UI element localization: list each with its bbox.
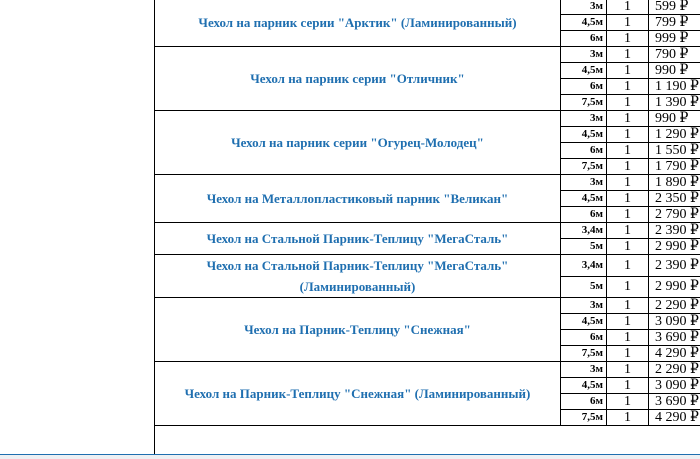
product-name: Чехол на Стальной Парник-Теплицу "МегаСталь" — [155, 223, 561, 255]
price-cell: 2 350 ₽ — [649, 191, 700, 207]
table-row — [155, 0, 700, 15]
size-cell: 6м — [561, 79, 607, 95]
quantity-cell: 1 — [607, 362, 649, 378]
price-cell: 1 290 ₽ — [649, 127, 700, 143]
price-cell: 2 990 ₽ — [649, 276, 700, 298]
price-cell: 3 690 ₽ — [649, 330, 700, 346]
quantity-cell: 1 — [607, 127, 649, 143]
quantity-cell: 1 — [607, 346, 649, 362]
table-row — [155, 298, 700, 314]
price-cell: 1 550 ₽ — [649, 143, 700, 159]
size-cell: 3м — [561, 111, 607, 127]
size-cell: 3м — [561, 47, 607, 63]
product-name: Чехол на Парник-Теплицу "Снежная" — [155, 298, 561, 362]
quantity-cell: 1 — [607, 47, 649, 63]
quantity-cell: 1 — [607, 175, 649, 191]
size-cell: 3,4м — [561, 223, 607, 239]
size-cell: 6м — [561, 207, 607, 223]
quantity-cell: 1 — [607, 239, 649, 255]
price-cell: 1 190 ₽ — [649, 79, 700, 95]
quantity-cell: 1 — [607, 276, 649, 298]
quantity-cell: 1 — [607, 410, 649, 426]
price-cell: 1 790 ₽ — [649, 159, 700, 175]
price-cell: 2 390 ₽ — [649, 223, 700, 239]
price-cell: 990 ₽ — [649, 63, 700, 79]
product-name: Чехол на парник серии "Арктик" (Ламинированный) — [155, 0, 561, 47]
quantity-cell: 1 — [607, 223, 649, 239]
price-table — [154, 0, 700, 426]
size-cell: 7,5м — [561, 346, 607, 362]
size-cell: 6м — [561, 330, 607, 346]
price-cell: 1 890 ₽ — [649, 175, 700, 191]
quantity-cell: 1 — [607, 31, 649, 47]
quantity-cell: 1 — [607, 111, 649, 127]
quantity-cell: 1 — [607, 298, 649, 314]
price-table-body — [155, 0, 700, 426]
quantity-cell: 1 — [607, 95, 649, 111]
size-cell: 7,5м — [561, 95, 607, 111]
quantity-cell: 1 — [607, 378, 649, 394]
size-cell: 4,5м — [561, 15, 607, 31]
size-cell: 3м — [561, 298, 607, 314]
price-cell: 2 290 ₽ — [649, 298, 700, 314]
product-name: Чехол на Стальной Парник-Теплицу "МегаСталь" (Ламинированный) — [155, 255, 561, 298]
price-cell: 799 ₽ — [649, 15, 700, 31]
product-name: Чехол на парник серии "Отличник" — [155, 47, 561, 111]
price-cell: 4 290 ₽ — [649, 410, 700, 426]
size-cell: 3м — [561, 0, 607, 15]
price-cell: 2 390 ₽ — [649, 255, 700, 277]
quantity-cell: 1 — [607, 207, 649, 223]
price-cell: 2 290 ₽ — [649, 362, 700, 378]
price-cell: 3 690 ₽ — [649, 394, 700, 410]
product-name: Чехол на Парник-Теплицу "Снежная" (Ламинированный) — [155, 362, 561, 426]
price-cell: 1 390 ₽ — [649, 95, 700, 111]
quantity-cell: 1 — [607, 394, 649, 410]
price-cell: 990 ₽ — [649, 111, 700, 127]
size-cell: 6м — [561, 31, 607, 47]
price-cell: 2 790 ₽ — [649, 207, 700, 223]
price-cell: 4 290 ₽ — [649, 346, 700, 362]
table-row — [155, 111, 700, 127]
size-cell: 3,4м — [561, 255, 607, 277]
bottom-strip — [0, 455, 700, 459]
size-cell: 7,5м — [561, 159, 607, 175]
size-cell: 3м — [561, 362, 607, 378]
product-name: Чехол на парник серии "Огурец-Молодец" — [155, 111, 561, 175]
size-cell: 6м — [561, 143, 607, 159]
empty-left-column — [0, 0, 155, 459]
product-name: Чехол на Металлопластиковый парник "Великан" — [155, 175, 561, 223]
price-cell: 2 990 ₽ — [649, 239, 700, 255]
price-cell: 790 ₽ — [649, 47, 700, 63]
quantity-cell: 1 — [607, 330, 649, 346]
quantity-cell: 1 — [607, 314, 649, 330]
size-cell: 5м — [561, 276, 607, 298]
quantity-cell: 1 — [607, 143, 649, 159]
quantity-cell: 1 — [607, 79, 649, 95]
size-cell: 5м — [561, 239, 607, 255]
price-cell: 999 ₽ — [649, 31, 700, 47]
quantity-cell: 1 — [607, 63, 649, 79]
price-cell: 3 090 ₽ — [649, 378, 700, 394]
table-row — [155, 223, 700, 239]
size-cell: 4,5м — [561, 378, 607, 394]
quantity-cell: 1 — [607, 191, 649, 207]
price-cell: 3 090 ₽ — [649, 314, 700, 330]
size-cell: 3м — [561, 175, 607, 191]
size-cell: 4,5м — [561, 63, 607, 79]
quantity-cell: 1 — [607, 15, 649, 31]
size-cell: 4,5м — [561, 127, 607, 143]
size-cell: 4,5м — [561, 314, 607, 330]
quantity-cell: 1 — [607, 0, 649, 15]
quantity-cell: 1 — [607, 159, 649, 175]
size-cell: 4,5м — [561, 191, 607, 207]
table-row — [155, 175, 700, 191]
table-row — [155, 255, 700, 277]
table-row — [155, 47, 700, 63]
table-row — [155, 362, 700, 378]
size-cell: 7,5м — [561, 410, 607, 426]
price-cell: 599 ₽ — [649, 0, 700, 15]
quantity-cell: 1 — [607, 255, 649, 277]
size-cell: 6м — [561, 394, 607, 410]
